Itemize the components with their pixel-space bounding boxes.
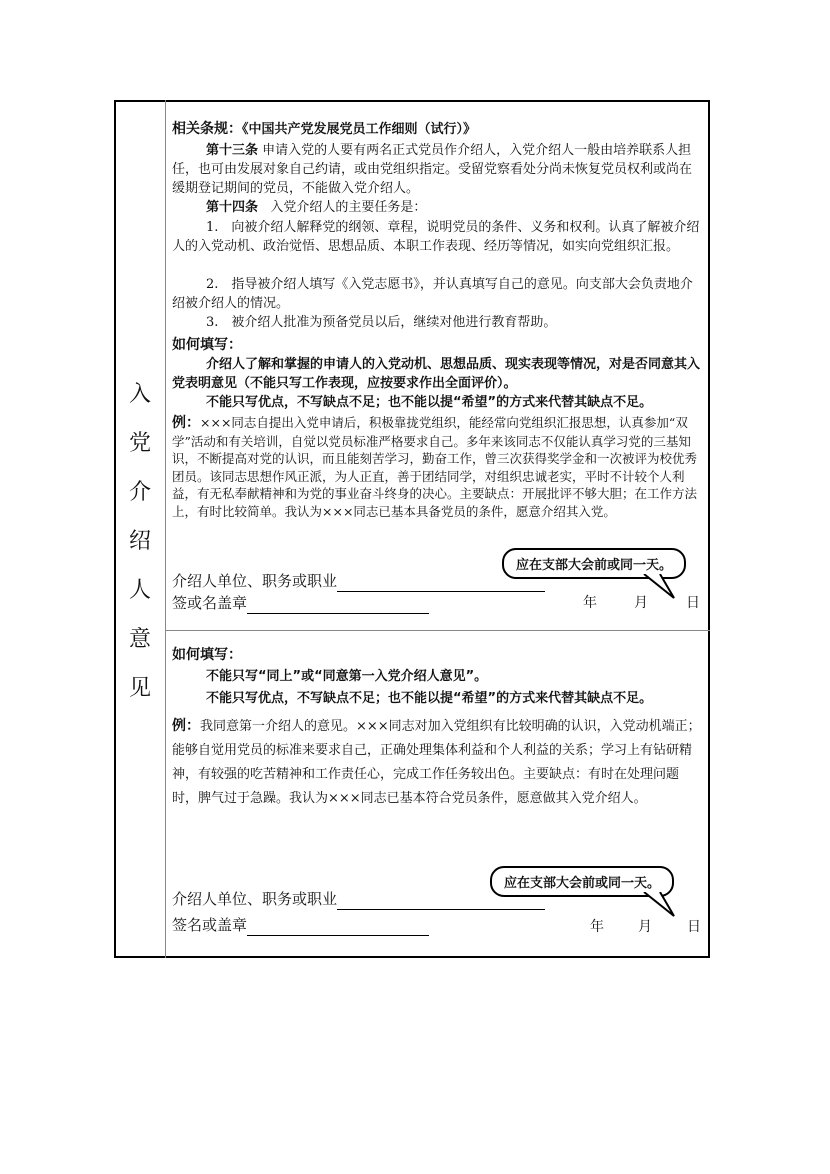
signature-field[interactable]: [247, 597, 429, 614]
row-divider: [165, 630, 710, 631]
regs-title: 《中国共产党发展党员工作细则（试行）》: [242, 122, 477, 137]
side-char: 介: [128, 480, 151, 505]
example-text: ×××同志自提出入党申请后，积极靠拢党组织，能经常向党组织汇报思想，认真参加“双学”活动和有关培训，自觉以党员标准严格要求自己。多年来该同志不仅能认真学习党的三基知识，不断提高对党的认识，而且能刻苦学习，勤奋工作，曾三次获得奖学金和一次被评为校优秀团员。该同志思想作风正派，为人正直，善于团结同学，对组织忠诚老实，平时不计较个人利益，有无私奉献精神和为党的事业奋斗终身的决心。主要缺点：开展批评不够大胆；在工作方法上，有时比较简单。我认为×××同志已基本具备党员的条件，愿意介绍其入党。: [172, 415, 698, 519]
howto-2-instruction-1: 不能只写“同上”或“同意第一入党介绍人意见”。: [206, 669, 488, 684]
regulations-heading: [172, 120, 702, 139]
example-paragraph: [172, 414, 702, 520]
signature-row: [172, 592, 702, 614]
task-2: 2. 指导被介绍人填写《入党志愿书》，并认真填写自己的意见。向支部大会负责地介绍被介绍人的情况。: [172, 277, 693, 311]
howto-instruction-1: 介绍人了解和掌握的申请人的入党动机、思想品质、现实表现等情况，对是否同意其入党表明意见（不能只写工作表现，应按要求作出全面评价）。: [172, 357, 701, 391]
column-divider: [165, 100, 166, 958]
article-13-label: 第十三条: [206, 143, 259, 158]
side-char: 入: [128, 382, 151, 407]
side-char: 绍: [128, 529, 151, 554]
reminder-bubble: 应在支部大会前或同一天。: [502, 548, 686, 579]
introducer-unit-row: [172, 570, 702, 592]
task-1: 1. 向被介绍人解释党的纲领、章程，说明党员的条件、义务和权利。认真了解被介绍人的入党动机、政治觉悟、思想品质、本职工作表现、经历等情况，如实向党组织汇报。: [172, 220, 700, 254]
side-char: 意: [128, 627, 151, 652]
task-3: 3. 被介绍人批准为预备党员以后，继续对他进行教育帮助。: [206, 315, 557, 330]
signature-label-2: 签名或盖章: [172, 916, 248, 934]
date-day: 日: [686, 595, 700, 611]
date-year: 年: [583, 595, 597, 611]
regs-label: 相关条规：: [172, 121, 242, 137]
example-text-2: 我同意第一介绍人的意见。×××同志对加入党组织有比较明确的认识，入党动机端正；能够自觉用党员的标准来要求自己，正确处理集体利益和个人利益的关系；学习上有钻研精神，有较强的吃苦精神和工作责任心，完成工作任务较出色。主要缺点：有时在处理问题时，脾气过于急躁。我认为×××同志已基本符合党员条件，愿意做其入党介绍人。: [172, 719, 701, 806]
side-char: 见: [128, 676, 151, 701]
article-13: [172, 141, 702, 198]
section-label-introducer-opinion: [116, 370, 164, 713]
article-13-text: 申请入党的人要有两名正式党员作介绍人，入党介绍人一般由培养联系人担任，也可由发展对象自己约请，或由党组织指定。受留党察看处分尚未恢复党员权利或尚在缓期登记期间的党员，不能做入党介绍人。: [172, 143, 693, 196]
signature-label: 签或名盖章: [172, 594, 248, 612]
article-14: [172, 198, 702, 217]
reminder-bubble-2: 应在支部大会前或同一天。: [490, 866, 674, 897]
side-char: 人: [128, 578, 151, 603]
example-label: 例：: [172, 415, 200, 431]
introducer-unit-label-2: 介绍人单位、职务或职业: [172, 890, 338, 908]
example-label-2: 例：: [172, 718, 200, 734]
introducer-unit-field[interactable]: [337, 575, 545, 592]
date-year-2: 年: [590, 919, 604, 935]
introducer-unit-label: 介绍人单位、职务或职业: [172, 572, 338, 590]
date-month: 月: [634, 595, 648, 611]
side-char: 党: [128, 431, 151, 456]
article-14-label: 第十四条: [206, 200, 259, 215]
howto-heading-2: 如何填写：: [172, 647, 242, 663]
signature-field-2[interactable]: [247, 919, 429, 936]
howto-instruction-2: 不能只写优点，不写缺点不足；也不能以提“希望”的方式来代替其缺点不足。: [206, 395, 653, 410]
howto-heading: 如何填写：: [172, 337, 242, 353]
example-paragraph-2: [172, 714, 702, 811]
introducer-unit-row-2: [172, 888, 702, 910]
howto-2-instruction-2: 不能只写优点，不写缺点不足；也不能以提“希望”的方式来代替其缺点不足。: [206, 691, 653, 706]
article-14-text: 入党介绍人的主要任务是：: [270, 200, 427, 215]
signature-row-2: [172, 914, 702, 936]
date-day-2: 日: [687, 919, 701, 935]
introducer-unit-field-2[interactable]: [337, 893, 545, 910]
date-month-2: 月: [638, 919, 652, 935]
